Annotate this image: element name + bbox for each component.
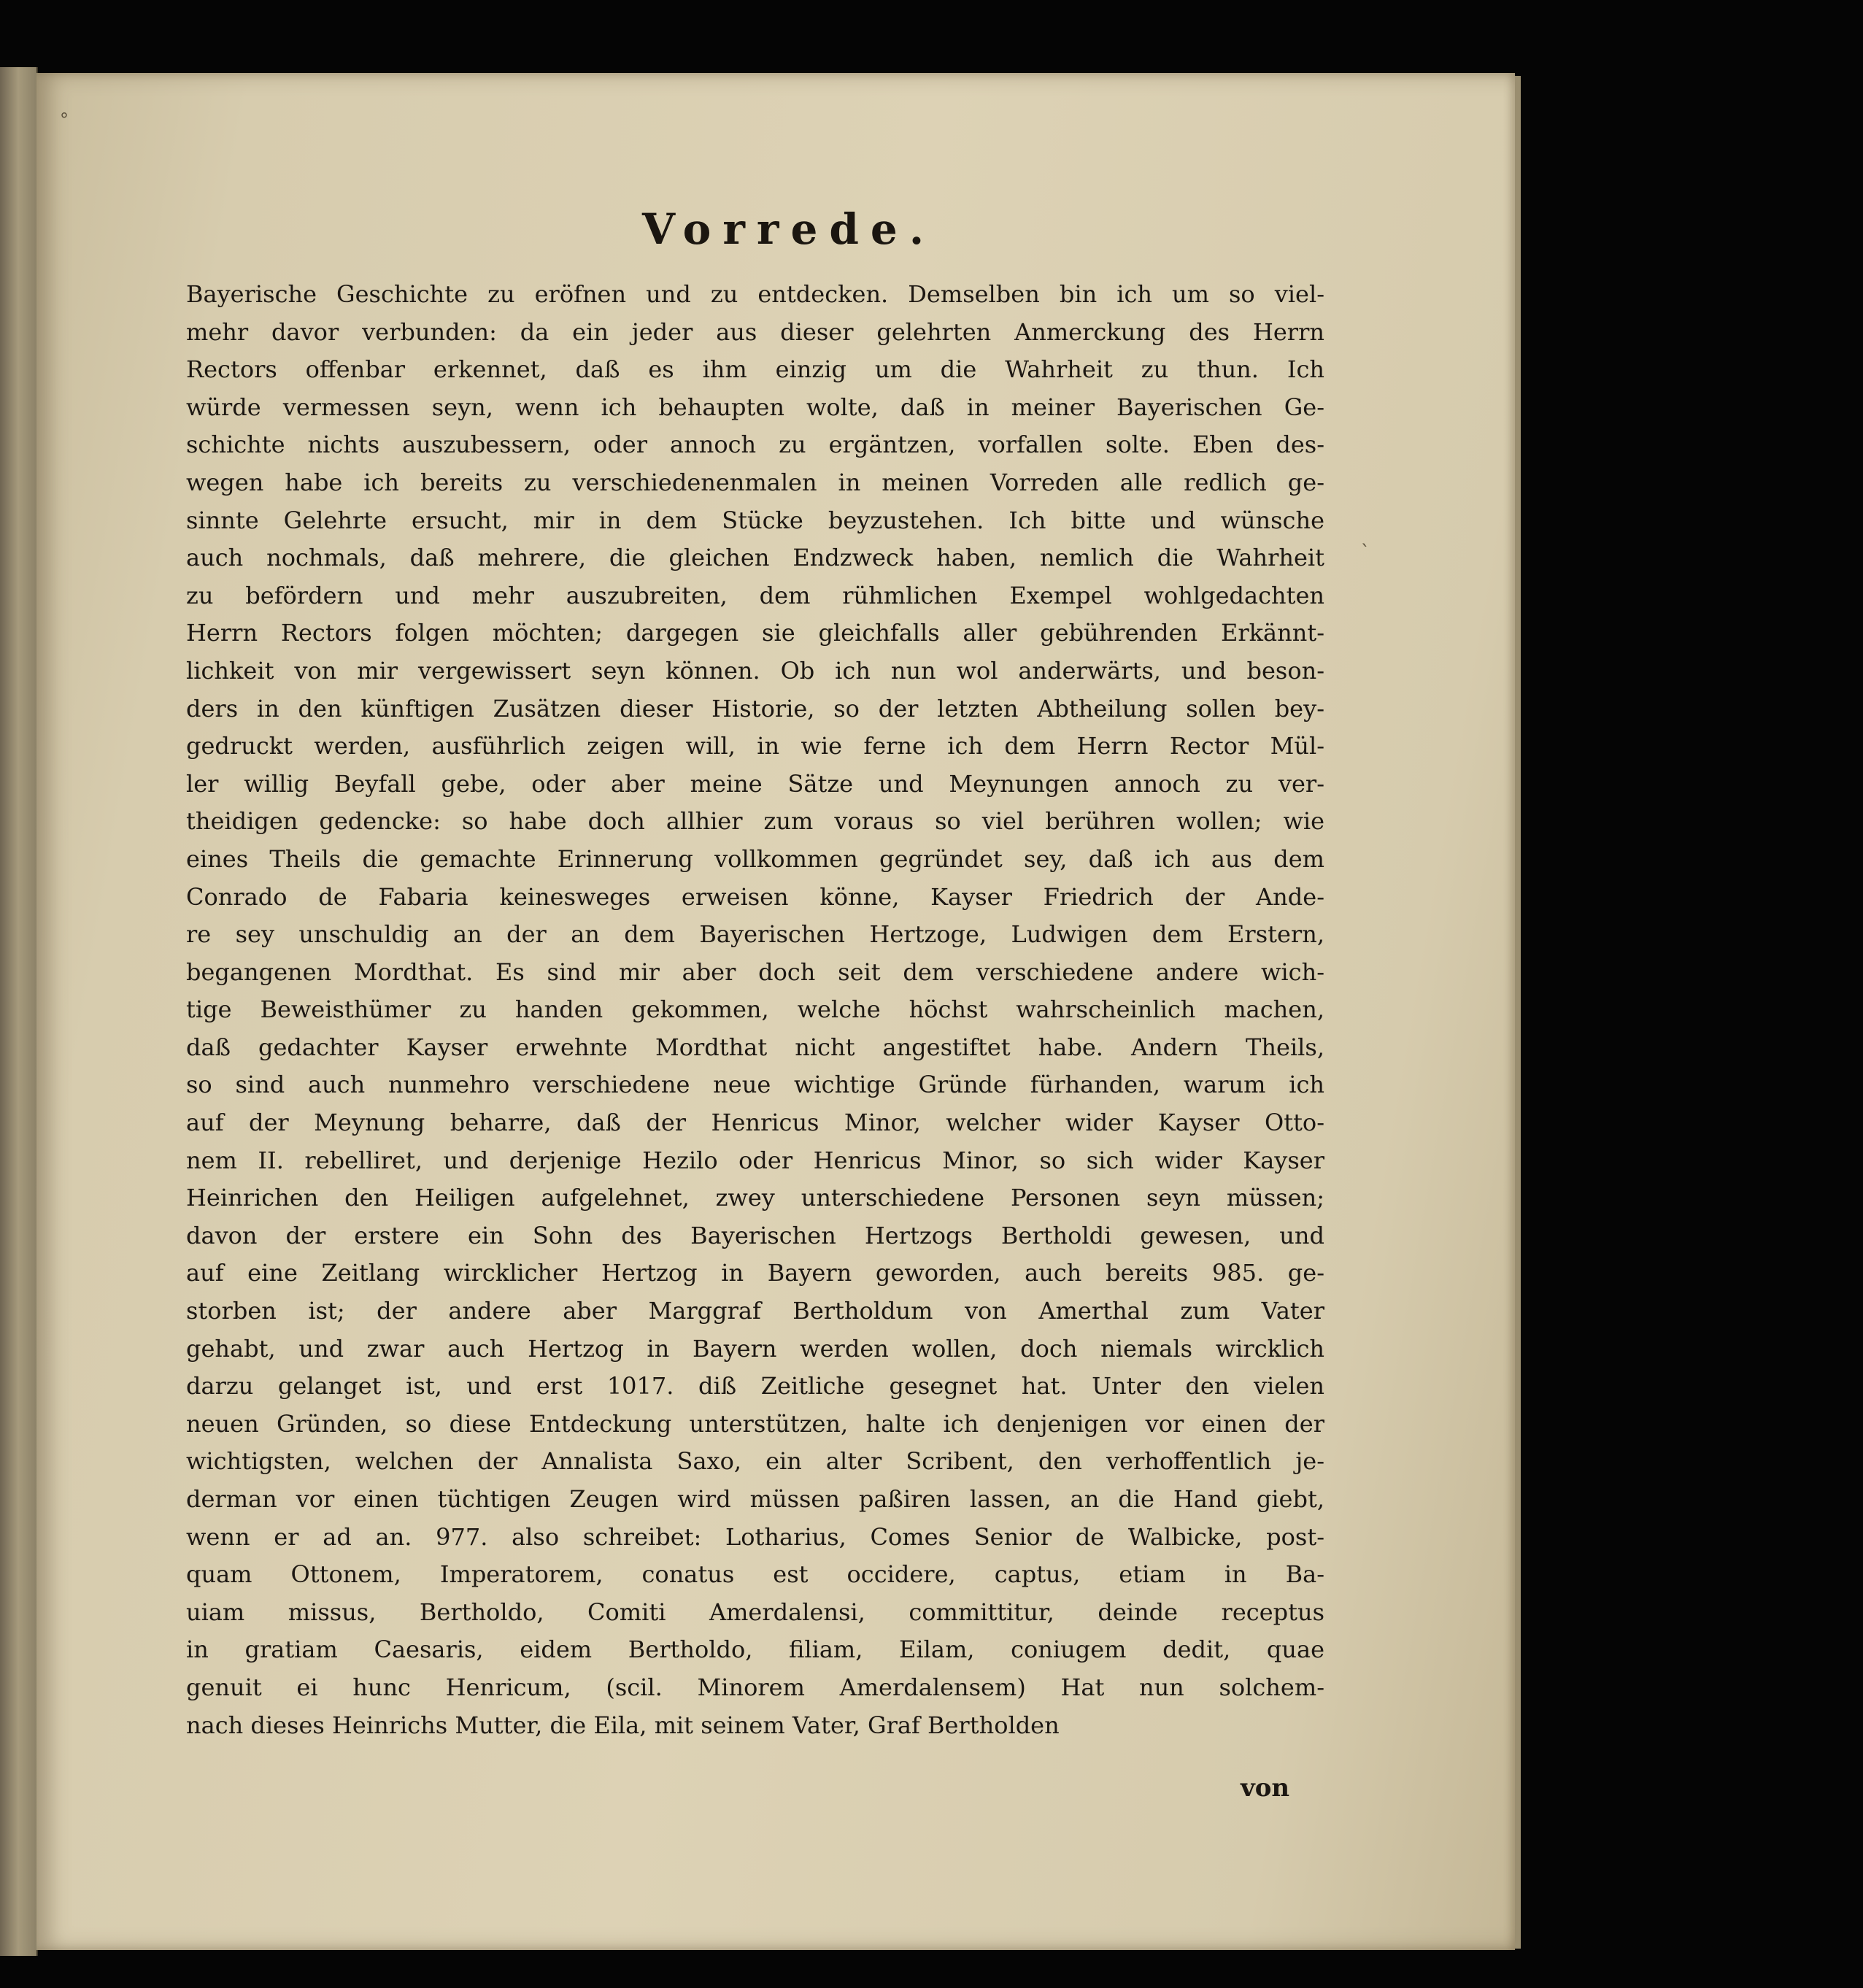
margin-mark: ` [1361, 542, 1370, 562]
text-line: in gratiam Caesaris, eidem Bertholdo, filiam, Eilam, coniugem dedit, quae [186, 1636, 1324, 1664]
text-line: genuit ei hunc Henricum, (scil. Minorem Amerdalensem) Hat nun solchem- [186, 1673, 1324, 1701]
text-line: wichtigsten, welchen der Annalista Saxo, ein alter Scribent, den verhoffentlich je- [186, 1447, 1324, 1476]
text-line: begangenen Mordthat. Es sind mir aber doch seit dem verschiedene andere wich- [186, 958, 1324, 986]
text-line: tige Beweisthümer zu handen gekommen, welche höchst wahrscheinlich machen, [186, 995, 1324, 1024]
text-line: würde vermessen seyn, wenn ich behaupten wolte, daß in meiner Bayerischen Ge- [186, 393, 1324, 421]
text-line: Heinrichen den Heiligen aufgelehnet, zwey unterschiedene Personen seyn müssen; [186, 1184, 1324, 1212]
text-line: zu befördern und mehr auszubreiten, dem rühmlichen Exempel wohlgedachten [186, 581, 1324, 609]
text-line: Bayerische Geschichte zu eröfnen und zu entdecken. Demselben bin ich um so viel- [186, 280, 1324, 308]
previous-page-edge [0, 67, 38, 1956]
text-line: ler willig Beyfall gebe, oder aber meine Sätze und Meynungen annoch zu ver- [186, 769, 1324, 798]
text-line: gehabt, und zwar auch Hertzog in Bayern werden wollen, doch niemals wircklich [186, 1334, 1324, 1363]
text-line: eines Theils die gemachte Erinnerung vollkommen gegründet sey, daß ich aus dem [186, 844, 1324, 873]
text-line: wegen habe ich bereits zu verschiedenenmalen in meinen Vorreden alle redlich ge- [186, 468, 1324, 496]
text-line: nem II. rebelliret, und derjenige Hezilo oder Henricus Minor, so sich wider Kayser [186, 1146, 1324, 1174]
text-line: derman vor einen tüchtigen Zeugen wird müssen paßiren lassen, an die Hand giebt, [186, 1485, 1324, 1513]
text-line: davon der erstere ein Sohn des Bayerischen Hertzogs Bertholdi gewesen, und [186, 1221, 1324, 1249]
text-line: Conrado de Fabaria keinesweges erweisen könne, Kayser Friedrich der Ande- [186, 882, 1324, 911]
margin-mark: ° [60, 109, 69, 130]
text-line: mehr davor verbunden: da ein jeder aus dieser gelehrten Anmerckung des Herrn [186, 317, 1324, 346]
catchword: von [1241, 1773, 1290, 1803]
text-line: schichte nichts auszubessern, oder annoch zu ergäntzen, vorfallen solte. Eben des- [186, 431, 1324, 459]
text-line: auf der Meynung beharre, daß der Henricus Minor, welcher wider Kayser Otto- [186, 1109, 1324, 1137]
text-line: uiam missus, Bertholdo, Comiti Amerdalensi, committitur, deinde receptus [186, 1598, 1324, 1626]
text-line: gedruckt werden, ausführlich zeigen will, in wie ferne ich dem Herrn Rector Mül- [186, 732, 1324, 760]
text-line: lichkeit von mir vergewissert seyn können. Ob ich nun wol anderwärts, und beson- [186, 656, 1324, 685]
text-line: Herrn Rectors folgen möchten; dargegen sie gleichfalls aller gebührenden Erkännt- [186, 619, 1324, 647]
text-line: wenn er ad an. 977. also schreibet: Lotharius, Comes Senior de Walbicke, post- [186, 1522, 1324, 1551]
page-right-edge [1515, 76, 1521, 1949]
text-line: theidigen gedencke: so habe doch allhier zum voraus so viel berühren wollen; wie [186, 807, 1324, 836]
text-line: quam Ottonem, Imperatorem, conatus est occidere, captus, etiam in Ba- [186, 1560, 1324, 1589]
text-line: so sind auch nunmehro verschiedene neue wichtige Gründe fürhanden, warum ich [186, 1071, 1324, 1099]
text-line: storben ist; der andere aber Marggraf Bertholdum von Amerthal zum Vater [186, 1297, 1324, 1325]
text-line: nach dieses Heinrichs Mutter, die Eila, mit seinem Vater, Graf Bertholden [186, 1711, 1060, 1739]
running-header: Vorrede. [642, 204, 936, 254]
text-line: darzu gelanget ist, und erst 1017. diß Zeitliche gesegnet hat. Unter den vielen [186, 1372, 1324, 1401]
text-line: re sey unschuldig an der an dem Bayerischen Hertzoge, Ludwigen dem Erstern, [186, 920, 1324, 949]
text-line: neuen Gründen, so diese Entdeckung unterstützen, halte ich denjenigen vor einen der [186, 1409, 1324, 1438]
text-line: auf eine Zeitlang wircklicher Hertzog in Bayern geworden, auch bereits 985. ge- [186, 1259, 1324, 1287]
text-line: auch nochmals, daß mehrere, die gleichen Endzweck haben, nemlich die Wahrheit [186, 544, 1324, 572]
text-line: ders in den künftigen Zusätzen dieser Historie, so der letzten Abtheilung sollen bey- [186, 694, 1324, 723]
body-text [186, 276, 1324, 1744]
text-line: daß gedachter Kayser erwehnte Mordthat nicht angestiftet habe. Andern Theils, [186, 1033, 1324, 1061]
text-line: sinnte Gelehrte ersucht, mir in dem Stücke beyzustehen. Ich bitte und wünsche [186, 506, 1324, 534]
text-line: Rectors offenbar erkennet, daß es ihm einzig um die Wahrheit zu thun. Ich [186, 355, 1324, 384]
